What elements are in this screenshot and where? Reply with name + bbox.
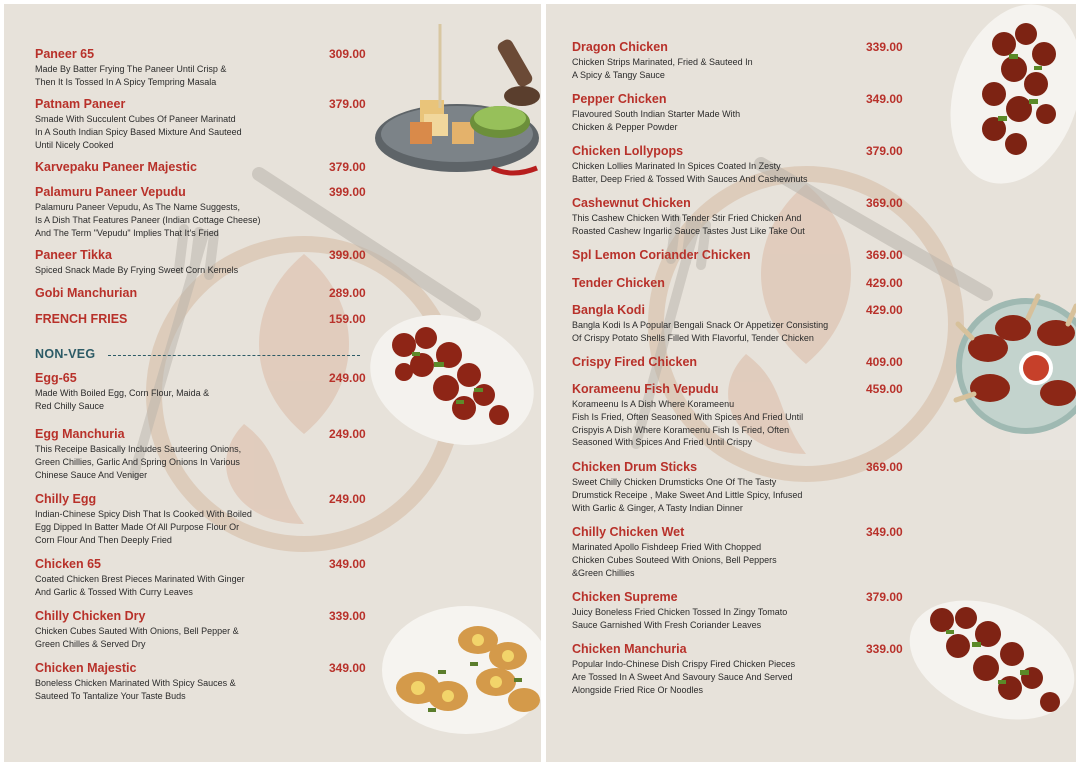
menu-item <box>572 642 912 696</box>
item-price: 349.00 <box>329 661 366 675</box>
item-name: Karvepaku Paneer Majestic <box>35 160 197 174</box>
item-price: 349.00 <box>329 557 366 571</box>
item-name: Spl Lemon Coriander Chicken <box>572 248 751 262</box>
item-description: Marinated Apollo Fishdeep Fried With Chopped Chicken Cubes Souteed With Onions, Bell Peppers &Green Chillies <box>572 542 777 578</box>
menu-item <box>572 355 912 370</box>
item-name: Tender Chicken <box>572 276 665 290</box>
item-price: 379.00 <box>866 144 903 158</box>
menu-item <box>572 92 912 134</box>
item-description: Made With Boiled Egg, Corn Flour, Maida & Red Chilly Sauce <box>35 388 210 411</box>
item-name: Patnam Paneer <box>35 97 126 111</box>
item-price: 339.00 <box>329 609 366 623</box>
item-description: This Receipe Basically Includes Sauteering Onions, Green Chillies, Garlic And Spring Onions In Various Chinese Sauce And Veniger <box>35 444 242 480</box>
menu-item <box>572 590 912 632</box>
item-price: 369.00 <box>866 248 903 262</box>
item-name: Chilly Chicken Dry <box>35 609 146 623</box>
item-name: Egg Manchuria <box>35 427 125 441</box>
item-name: Dragon Chicken <box>572 40 668 54</box>
menu-item <box>35 47 375 89</box>
item-price: 339.00 <box>866 642 903 656</box>
item-name: Chilly Egg <box>35 492 97 506</box>
item-description: Flavoured South Indian Starter Made With Chicken & Pepper Powder <box>572 109 741 132</box>
item-name: Korameenu Fish Vepudu <box>572 382 719 396</box>
menu-item <box>35 312 375 327</box>
item-price: 289.00 <box>329 286 366 300</box>
item-price: 379.00 <box>866 590 903 604</box>
item-price: 349.00 <box>866 525 903 539</box>
menu-item <box>35 661 375 703</box>
item-name: Gobi Manchurian <box>35 286 138 300</box>
menu-item <box>572 144 912 186</box>
item-price: 379.00 <box>329 97 366 111</box>
item-description: Chicken Cubes Sauted With Onions, Bell Pepper & Green Chilles & Served Dry <box>35 626 239 649</box>
item-name: Chicken Manchuria <box>572 642 687 656</box>
item-price: 369.00 <box>866 460 903 474</box>
item-price: 249.00 <box>329 492 366 506</box>
item-name: Crispy Fired Chicken <box>572 355 698 369</box>
item-name: Cashewnut Chicken <box>572 196 691 210</box>
item-price: 159.00 <box>329 312 366 326</box>
item-name: Paneer Tikka <box>35 248 112 262</box>
item-price: 349.00 <box>866 92 903 106</box>
menu-item <box>572 248 912 263</box>
item-name: Chicken Majestic <box>35 661 137 675</box>
item-name: Palamuru Paneer Vepudu <box>35 185 186 199</box>
menu-item <box>35 160 375 175</box>
item-name: Bangla Kodi <box>572 303 645 317</box>
paneer-tikka-dish-image <box>372 18 541 193</box>
item-price: 249.00 <box>329 371 366 385</box>
menu-item <box>35 248 375 277</box>
item-price: 459.00 <box>866 382 903 396</box>
item-description: Juicy Boneless Fried Chicken Tossed In Zingy Tomato Sauce Garnished With Fresh Coriander Leaves <box>572 607 788 630</box>
item-description: Palamuru Paneer Vepudu, As The Name Suggests, Is A Dish That Features Paneer (Indian Cottage Cheese) And The Term "Vepudu" Implies That It's Fried <box>35 202 261 238</box>
item-price: 399.00 <box>329 185 366 199</box>
item-price: 409.00 <box>866 355 903 369</box>
item-name: Chicken Drum Sticks <box>572 460 698 474</box>
item-description: Spiced Snack Made By Frying Sweet Corn Kernels <box>35 265 239 275</box>
section-divider <box>108 355 360 356</box>
item-price: 249.00 <box>329 427 366 441</box>
gobi-manchurian-dish-image <box>364 300 539 460</box>
section-title: NON-VEG <box>35 347 96 361</box>
item-description: Bangla Kodi Is A Popular Bengali Snack Or Appetizer Consisting Of Crispy Potato Shells Filled With Flavorful, Tender Chicken <box>572 320 829 343</box>
item-name: Chicken Supreme <box>572 590 678 604</box>
item-price: 369.00 <box>866 196 903 210</box>
menu-item <box>572 382 912 449</box>
chicken-lollypop-dish-image <box>948 288 1076 463</box>
item-description: Sweet Chilly Chicken Drumsticks One Of The Tasty Drumstick Receipe , Make Sweet And Little Spicy, Infused With Garlic & Ginger, A Tasty Indian Dinner <box>572 477 803 513</box>
item-description: Made By Batter Frying The Paneer Until Crisp & Then It Is Tossed In A Spicy Tempring Masala <box>35 64 227 87</box>
chilly-chicken-dish-image <box>902 590 1076 740</box>
right-menu-page <box>546 4 1076 762</box>
item-price: 399.00 <box>329 248 366 262</box>
item-price: 429.00 <box>866 276 903 290</box>
menu-item <box>35 492 375 546</box>
item-price: 379.00 <box>329 160 366 174</box>
item-description: Chicken Lollies Marinated In Spices Coated In Zesty Batter, Deep Fried & Tossed With Sauces And Cashewnuts <box>572 161 808 184</box>
item-description: This Cashew Chicken With Tender Stir Fried Chicken And Roasted Cashew Ingarlic Sauce Tastes Just Like Take Out <box>572 213 805 236</box>
item-price: 339.00 <box>866 40 903 54</box>
item-name: Paneer 65 <box>35 47 95 61</box>
menu-item <box>35 371 375 413</box>
item-price: 309.00 <box>329 47 366 61</box>
menu-item <box>35 609 375 651</box>
egg-65-dish-image <box>378 600 541 745</box>
item-name: Pepper Chicken <box>572 92 667 106</box>
item-name: Chilly Chicken Wet <box>572 525 685 539</box>
item-name: Chicken Lollypops <box>572 144 684 158</box>
menu-item <box>572 196 912 238</box>
item-description: Korameenu Is A Dish Where Korameenu Fish Is Fried, Often Seasoned With Spices And Fried Until Crispyis A Dish Where Korameenu Fish Is Fried, Often Seasoned With Spices And Fried Until Crispy <box>572 399 804 448</box>
menu-item <box>35 557 375 599</box>
menu-item <box>35 427 375 481</box>
menu-item <box>572 460 912 514</box>
item-name: FRENCH FRIES <box>35 312 128 326</box>
item-description: Coated Chicken Brest Pieces Marinated With Ginger And Garlic & Tossed With Curry Leaves <box>35 574 245 597</box>
menu-item <box>572 276 912 291</box>
item-name: Chicken 65 <box>35 557 102 571</box>
menu-item <box>572 40 912 82</box>
dragon-chicken-dish-image <box>934 4 1076 194</box>
menu-item <box>35 286 375 301</box>
item-description: Boneless Chicken Marinated With Spicy Sauces & Sauteed To Tantalize Your Taste Buds <box>35 678 236 701</box>
item-description: Popular Indo-Chinese Dish Crispy Fired Chicken Pieces Are Tossed In A Sweet And Savoury Sauce And Served Alongside Fried Rice Or Noodles <box>572 659 796 695</box>
menu-item <box>572 303 912 345</box>
item-price: 429.00 <box>866 303 903 317</box>
left-menu-page <box>4 4 541 762</box>
menu-item <box>572 525 912 579</box>
menu-item <box>35 185 375 239</box>
item-name: Egg-65 <box>35 371 77 385</box>
item-description: Smade With Succulent Cubes Of Paneer Marinatd In A South Indian Spicy Based Mixture And Sauteed Until Nicely Cooked <box>35 114 242 150</box>
menu-item <box>35 97 375 151</box>
item-description: Chicken Strips Marinated, Fried & Sauteed In A Spicy & Tangy Sauce <box>572 57 753 80</box>
item-description: Indian-Chinese Spicy Dish That Is Cooked With Boiled Egg Dipped In Batter Made Of All Purpose Flour Or Corn Flour And Then Deeply Fried <box>35 509 252 545</box>
